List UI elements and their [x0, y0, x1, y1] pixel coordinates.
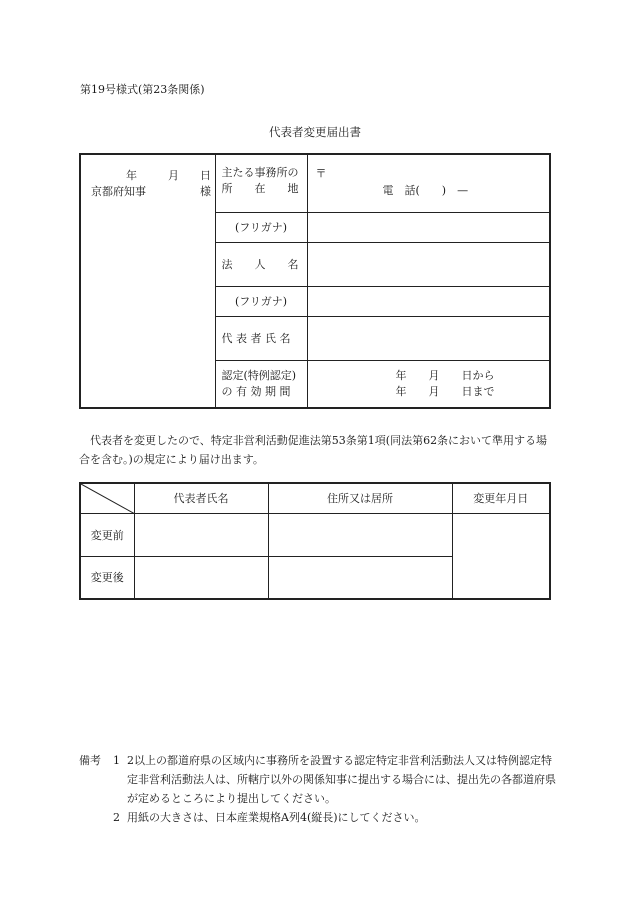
- note-text-1: 2以上の都道府県の区域内に事務所を設置する認定特定非営利活動法人又は特例認定特定非営利活動法人は、所轄庁以外の関係知事に提出する場合には、提出先の各都道府県が定めるところにより提出してください。: [127, 754, 556, 805]
- honorific: 様: [200, 185, 211, 198]
- validity-label-line1: 認定(特例認定): [221, 368, 297, 382]
- furigana-label-1: (フリガナ): [215, 212, 307, 242]
- rep-name-field[interactable]: [307, 316, 550, 360]
- change-date-field[interactable]: [452, 513, 550, 599]
- office-address-field[interactable]: [307, 154, 550, 212]
- validity-field[interactable]: [307, 360, 550, 408]
- after-rep-name-field[interactable]: [134, 556, 268, 599]
- addressee: 京都府知事: [91, 185, 146, 198]
- after-address-field[interactable]: [268, 556, 452, 599]
- validity-to: 年 月 日まで: [395, 384, 495, 398]
- validity-from: 年 月 日から: [395, 368, 495, 382]
- corp-name-field[interactable]: [307, 242, 550, 286]
- rep-name-label: 代 表 者 氏 名: [215, 316, 307, 360]
- applicant-info-table: [79, 153, 551, 409]
- statement-text: 代表者を変更したので、特定非営利活動促進法第53条第1項(同法第62条において準用する場合を含む。)の規定により届け出ます。: [79, 434, 548, 466]
- furigana-label-2: (フリガナ): [215, 286, 307, 316]
- notes-section: [79, 751, 559, 827]
- header-change-date: 変更年月日: [452, 483, 550, 513]
- before-rep-name-field[interactable]: [134, 513, 268, 556]
- notes-label: 備考: [79, 754, 101, 767]
- row-label-before: 変更前: [80, 513, 134, 556]
- diagonal-header-cell: [80, 483, 134, 513]
- header-rep-name: 代表者氏名: [134, 483, 268, 513]
- diagonal-line: [81, 484, 135, 514]
- validity-label-cell: [215, 360, 307, 408]
- note-number-2: 2: [113, 811, 120, 824]
- date-day: 日: [200, 169, 211, 182]
- change-table: [79, 482, 551, 600]
- office-label-line1: 主たる事務所の: [221, 166, 299, 179]
- note-number-1: 1: [113, 754, 120, 767]
- note-item-2: [79, 808, 559, 827]
- note-text-2: 用紙の大きさは、日本産業規格A列4(縦長)にしてください。: [127, 811, 426, 824]
- validity-label-line2: の 有 効 期 間: [221, 384, 291, 398]
- corp-name-label: 法 人 名: [215, 242, 307, 286]
- note-item-1: [79, 751, 559, 808]
- phone-label: 電 話( ) —: [382, 184, 469, 197]
- postal-mark: 〒: [315, 167, 327, 180]
- header-left-cell: [80, 154, 215, 408]
- document-title: 代表者変更届出書: [269, 125, 361, 139]
- office-address-label-cell: [215, 154, 307, 212]
- office-label-line2: 所 在 地: [221, 182, 299, 195]
- row-label-after: 変更後: [80, 556, 134, 599]
- furigana-field-2[interactable]: [307, 286, 550, 316]
- furigana-field-1[interactable]: [307, 212, 550, 242]
- form-number: 第19号様式(第23条関係): [80, 83, 205, 96]
- header-address: 住所又は居所: [268, 483, 452, 513]
- date-year: 年: [126, 169, 137, 182]
- date-month: 月: [168, 169, 179, 182]
- before-address-field[interactable]: [268, 513, 452, 556]
